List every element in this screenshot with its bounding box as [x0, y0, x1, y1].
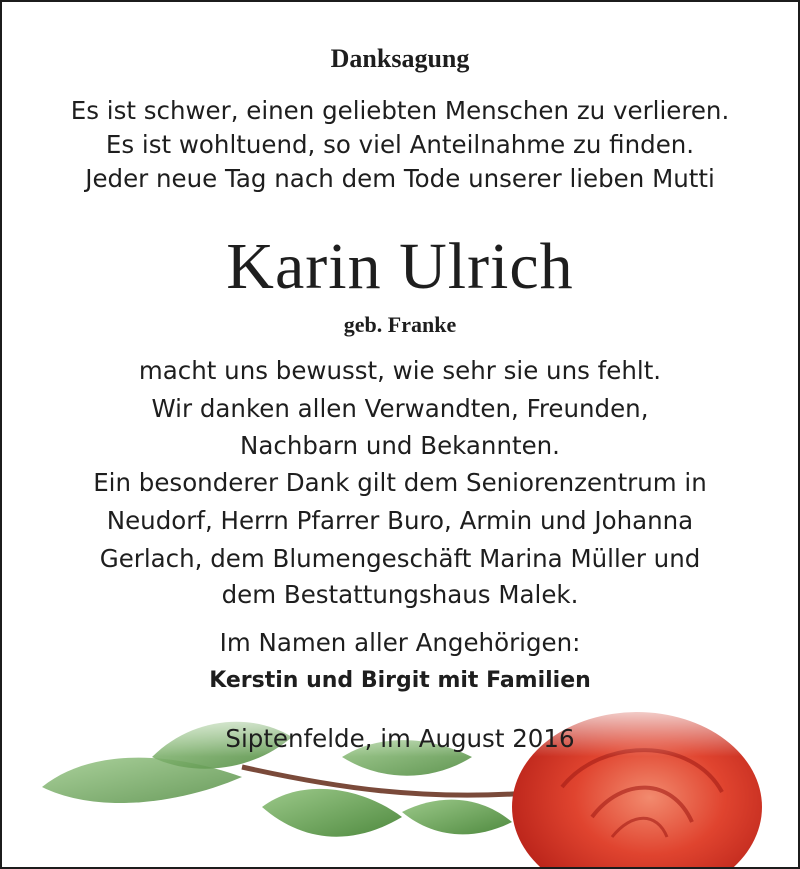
body-line: dem Bestattungshaus Malek. [221, 580, 579, 609]
body-line: Ein besonderer Dank gilt dem Seniorenzentrum in [93, 468, 707, 497]
body-line: Nachbarn und Bekannten. [240, 431, 560, 460]
intro-line: Es ist wohltuend, so viel Anteilnahme zu finden. [105, 130, 695, 159]
intro-line: Jeder neue Tag nach dem Tode unserer lieben Mutti [85, 164, 715, 193]
maiden-name: geb. Franke [343, 312, 457, 337]
place-date: Siptenfelde, im August 2016 [225, 724, 575, 753]
signature-line: Im Namen aller Angehörigen: [219, 628, 581, 657]
heading: Danksagung [330, 44, 470, 73]
body-line: Wir danken allen Verwandten, Freunden, [151, 394, 649, 423]
body-line: Neudorf, Herrn Pfarrer Buro, Armin und Johanna [106, 506, 694, 535]
signature-names: Kerstin und Birgit mit Familien [209, 668, 591, 693]
intro-line: Es ist schwer, einen geliebten Menschen zu verlieren. [70, 96, 730, 125]
body-line: Gerlach, dem Blumengeschäft Marina Müller und [99, 544, 701, 573]
deceased-name: Karin Ulrich [226, 230, 574, 303]
body-line: macht uns bewusst, wie sehr sie uns fehlt. [138, 356, 662, 385]
